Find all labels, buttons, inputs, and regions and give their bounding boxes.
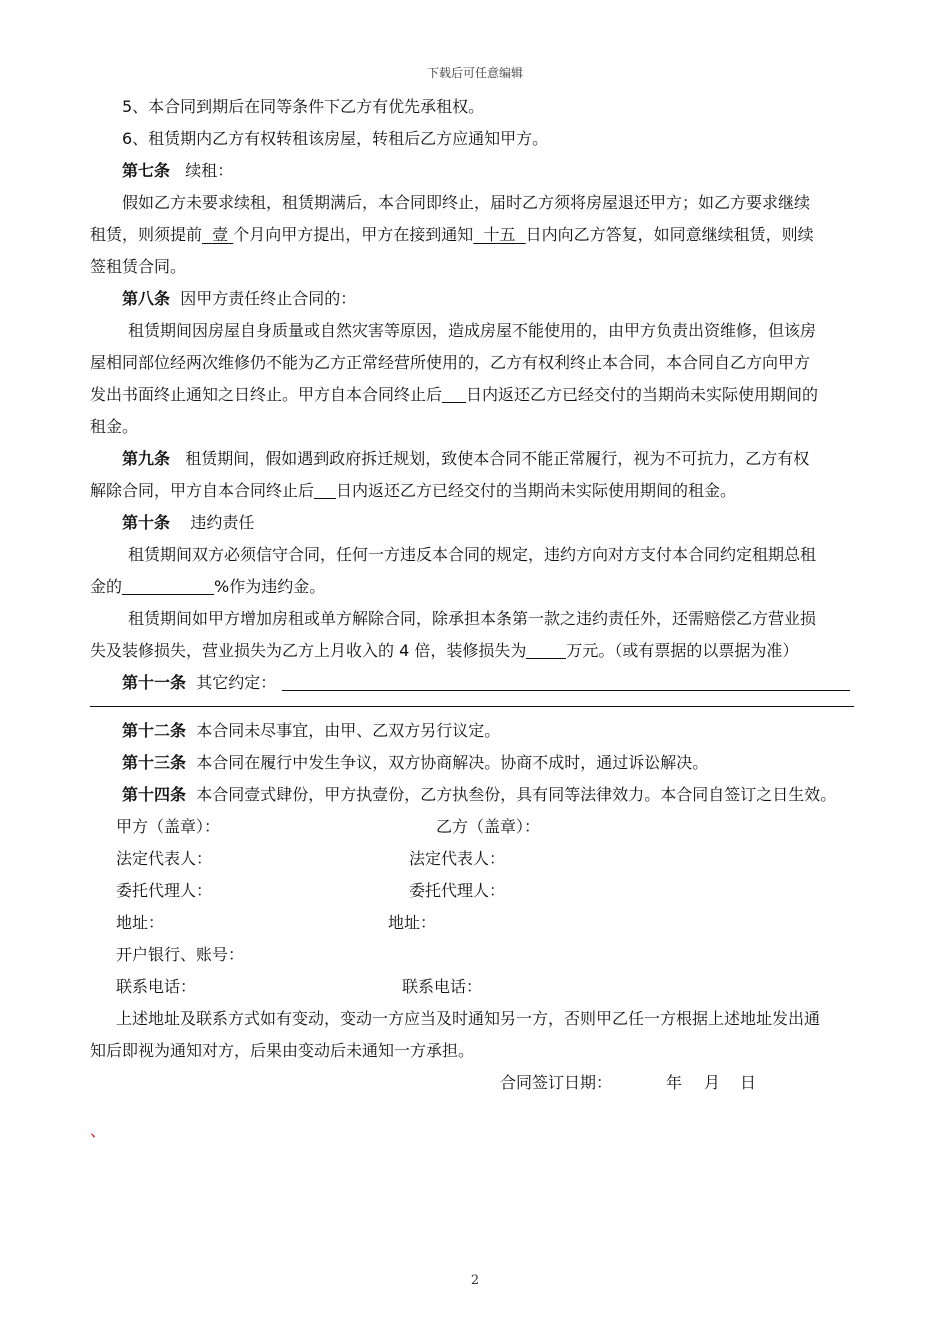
article-14-title: 第十四条: [122, 785, 187, 804]
days-text: 十五: [483, 225, 516, 244]
article-9-text: 租赁期间，假如遇到政府拆迁规划，致使本合同不能正常履行，视为不可抗力，乙方有权: [185, 449, 810, 468]
article-8-heading: [122, 289, 356, 309]
article-7-title: 第七条: [122, 161, 171, 180]
article-13-text: 本合同在履行中发生争议，双方协商解决。协商不成时，通过诉讼解决。: [196, 753, 709, 772]
clause-5: 5、本合同到期后在同等条件下乙方有优先承租权。: [122, 97, 485, 116]
text-run: 个月向甲方提出，甲方在接到通知: [233, 225, 474, 244]
notice-line-2: 知后即视为通知对方，后果由变动后未通知一方承担。: [90, 1041, 475, 1060]
article-10-para-1: 租赁期间双方必须信守合同，任何一方违反本合同的规定，违约方向对方支付本合同约定租期总租: [128, 545, 817, 564]
text-run: %作为违约金。: [214, 577, 326, 596]
article-14: [122, 785, 836, 805]
signing-date-year: 年: [666, 1073, 683, 1092]
months-text: 壹: [212, 225, 229, 244]
article-12-text: 本合同未尽事宜，由甲、乙双方另行议定。: [196, 721, 501, 740]
article-7-para-3: 签租赁合同。: [90, 257, 187, 276]
article-8-para-1: 租赁期间因房屋自身质量或自然灾害等原因，造成房屋不能使用的，由甲方负责出资维修，但该房: [128, 321, 817, 340]
article-7-para-1: 假如乙方未要求续租，租赁期满后，本合同即终止，届时乙方须将房屋退还甲方；如乙方要求继续: [122, 193, 811, 212]
text-run: 解除合同，甲方自本合同终止后: [90, 481, 315, 500]
signing-date-month: 月: [704, 1073, 721, 1092]
page-header: 下载后可任意编辑: [426, 66, 523, 80]
article-10-title: 第十条: [122, 513, 171, 532]
party-b-legal-rep: 法定代表人：: [409, 849, 506, 868]
signing-date-day: 日: [740, 1073, 757, 1092]
article-13-title: 第十三条: [122, 753, 187, 772]
article-8-text: 因甲方责任终止合同的：: [180, 289, 357, 308]
article-12: [122, 721, 500, 741]
party-a-legal-rep: 法定代表人：: [116, 849, 213, 868]
article-7-para-2: [90, 225, 814, 245]
clause-6: 6、租赁期内乙方有权转租该房屋，转租后乙方应通知甲方。: [122, 129, 549, 148]
article-9-heading: [122, 449, 809, 469]
text-run: 日内向乙方答复，如同意继续租赁，则续: [525, 225, 814, 244]
other-terms-line: [90, 706, 854, 707]
article-9-para-2: [90, 481, 736, 501]
article-8-para-4: 租金。: [90, 417, 139, 436]
months-value: [202, 225, 233, 244]
article-12-title: 第十二条: [122, 721, 187, 740]
party-b-phone: 联系电话：: [402, 977, 483, 996]
article-7-heading: [122, 161, 233, 181]
party-a-seal: 甲方（盖章）：: [116, 817, 221, 836]
notice-line-1: 上述地址及联系方式如有变动，变动一方应当及时通知另一方，否则甲乙任一方根据上述地址发出通: [116, 1009, 821, 1028]
text-run: 租赁，则须提前: [90, 225, 203, 244]
party-b-address: 地址：: [388, 913, 437, 932]
text-run: 日内返还乙方已经交付的当期尚未实际使用期间的: [466, 385, 819, 404]
days-value: [473, 225, 525, 244]
article-11-heading: [122, 673, 850, 693]
article-10-para-2: [90, 577, 325, 597]
article-10-para-4: [90, 641, 798, 661]
bank-account: 开户银行、账号：: [116, 945, 245, 964]
signing-date-label: 合同签订日期：: [500, 1073, 613, 1092]
percent-blank: [122, 578, 214, 595]
text-run: 日内返还乙方已经交付的当期尚未实际使用期间的租金。: [336, 481, 737, 500]
stray-mark: 、: [90, 1121, 107, 1140]
text-run: 失及装修损失，营业损失为乙方上月收入的 4 倍，装修损失为: [90, 641, 527, 660]
renovation-loss-blank: [526, 642, 566, 659]
other-terms-blank: [282, 674, 850, 691]
party-b-agent: 委托代理人：: [409, 881, 506, 900]
article-10-heading: [122, 513, 254, 533]
article-14-text: 本合同壹式肆份，甲方执壹份，乙方执叁份，具有同等法律效力。本合同自签订之日生效。: [196, 785, 837, 804]
text-run: 发出书面终止通知之日终止。甲方自本合同终止后: [90, 385, 443, 404]
article-10-para-3: 租赁期间如甲方增加房租或单方解除合同，除承担本条第一款之违约责任外，还需赔偿乙方营业损: [128, 609, 817, 628]
article-7-text: 续租：: [185, 161, 234, 180]
party-a-agent: 委托代理人：: [116, 881, 213, 900]
article-8-para-2: 屋相同部位经两次维修仍不能为乙方正常经营所使用的，乙方有权利终止本合同，本合同自乙方向甲方: [90, 353, 811, 372]
party-a-phone: 联系电话：: [116, 977, 197, 996]
article-10-text: 违约责任: [190, 513, 255, 532]
text-run: 万元。（或有票据的以票据为准）: [566, 641, 799, 660]
article-8-title: 第八条: [122, 289, 171, 308]
article-8-para-3: [90, 385, 818, 405]
text-run: 金的: [90, 577, 123, 596]
page-number: 2: [470, 1273, 480, 1288]
article-13: [122, 753, 708, 773]
party-a-address: 地址：: [116, 913, 165, 932]
days-blank: [314, 482, 336, 499]
article-9-title: 第九条: [122, 449, 171, 468]
article-11-text: 其它约定：: [196, 673, 277, 692]
party-b-seal: 乙方（盖章）：: [436, 817, 541, 836]
days-blank: [442, 386, 466, 403]
article-11-title: 第十一条: [122, 673, 187, 692]
